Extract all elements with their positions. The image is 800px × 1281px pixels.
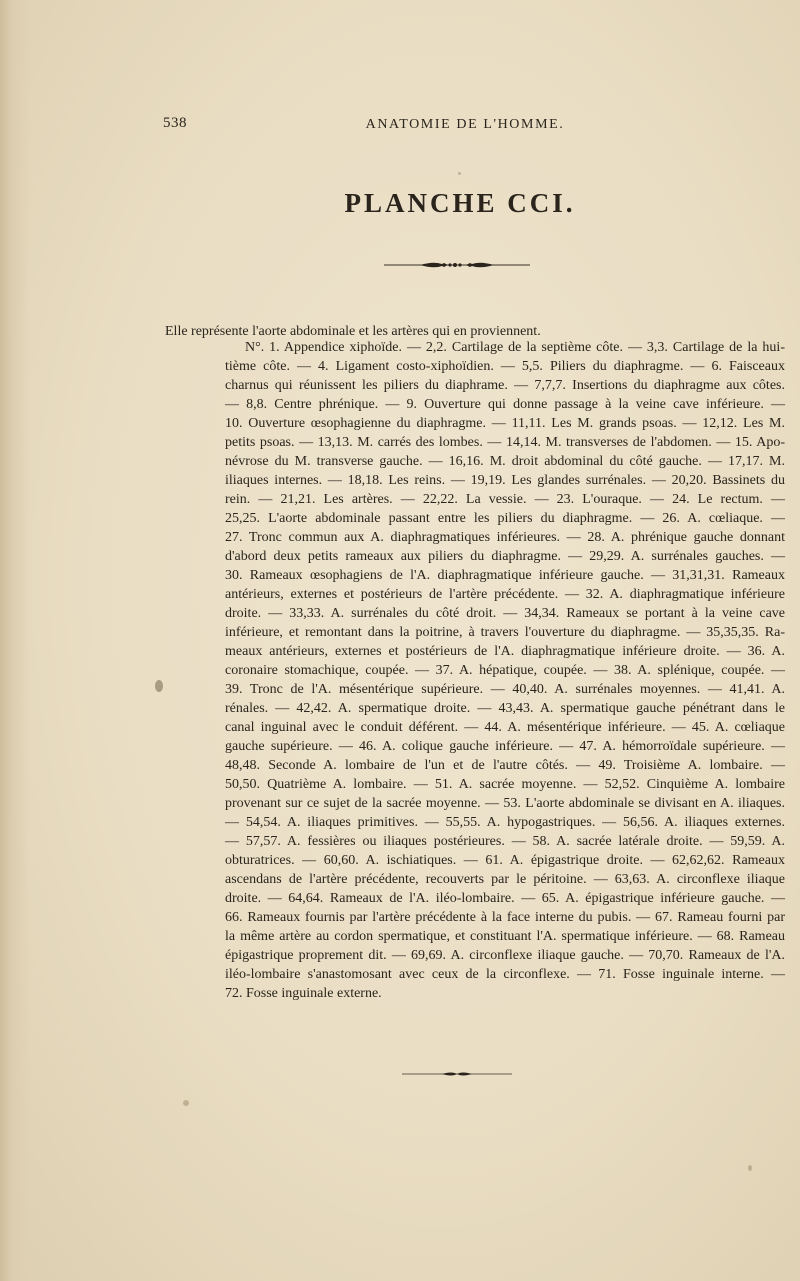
legend-line: charnus qui réunissent les piliers du diaphrame. — 7,7,7. Insertions du diaphragme aux côtes.: [225, 378, 785, 393]
legend-line: canal inguinal avec le conduit déférent. — 44. A. mésentérique inférieure. — 45. A. cœliaque: [225, 720, 785, 735]
legend-line: 27. Tronc commun aux A. diaphragmatiques inférieures. — 28. A. phrénique gauche donnant: [225, 530, 785, 545]
legend-line: d'abord deux petits rameaux aux piliers du diaphragme. — 29,29. A. surrénales gauches. —: [225, 549, 785, 564]
legend-line: — 54,54. A. iliaques primitives. — 55,55. A. hypogastriques. — 56,56. A. iliaques externes.: [225, 815, 785, 830]
legend-line: iliaques internes. — 18,18. Les reins. — 19,19. Les glandes surrénales. — 20,20. Bassinets du: [225, 473, 785, 488]
legend-line: la même artère au cordon spermatique, et constituant l'A. spermatique inférieure. — 68. Rameau: [225, 929, 785, 944]
plate-intro: Elle représente l'aorte abdominale et les artères qui en proviennent.: [165, 324, 541, 339]
legend-line: ascendans de l'artère précédente, recouverts par le péritoine. — 63,63. A. circonflexe iliaque: [225, 872, 785, 887]
title-ornament-rule: [384, 260, 530, 270]
legend-line: gauche supérieure. — 46. A. colique gauche inférieure. — 47. A. hémorroïdale supérieure. —: [225, 739, 785, 754]
legend-line: — 8,8. Centre phrénique. — 9. Ouverture qui donne passage à la veine cave inférieure. —: [225, 397, 785, 412]
paper-spot: [458, 172, 461, 175]
legend-line: 25,25. L'aorte abdominale passant entre les piliers du diaphragme. — 26. A. cœliaque. —: [225, 511, 785, 526]
legend-line: tième côte. — 4. Ligament costo-xiphoïdien. — 5,5. Piliers du diaphragme. — 6. Faisceaux: [225, 359, 785, 374]
legend-line: 48,48. Seconde A. lombaire de l'un et de l'autre côtés. — 49. Troisième A. lombaire. —: [225, 758, 785, 773]
paper-spot: [155, 680, 163, 692]
page-number: 538: [163, 115, 187, 131]
legend-line: 39. Tronc de l'A. mésentérique supérieure. — 40,40. A. surrénales moyennes. — 41,41. A.: [225, 682, 785, 697]
paper-spot: [748, 1165, 752, 1171]
legend-line: 50,50. Quatrième A. lombaire. — 51. A. sacrée moyenne. — 52,52. Cinquième A. lombaire: [225, 777, 785, 792]
legend-line: — 57,57. A. fessières ou iliaques postérieures. — 58. A. sacrée latérale droite. — 59,59. A.: [225, 834, 785, 849]
legend-line: 10. Ouverture œsophagienne du diaphragme. — 11,11. Les M. grands psoas. — 12,12. Les M.: [225, 416, 785, 431]
legend-line: 66. Rameaux fournis par l'artère précédente à la face interne du pubis. — 67. Rameau fourni par: [225, 910, 785, 925]
legend-line: droite. — 33,33. A. surrénales du côté droit. — 34,34. Rameaux se portant à la veine cave: [225, 606, 785, 621]
legend-line: inférieure, et remontant dans la poitrine, à travers l'ouverture du diaphragme. — 35,35,35. Ra-: [225, 625, 785, 640]
legend-line: épigastrique proprement dit. — 69,69. A. circonflexe iliaque gauche. — 70,70. Rameaux de l'A.: [225, 948, 785, 963]
plate-legend: [225, 338, 785, 1003]
legend-line: petits psoas. — 13,13. M. carrés des lombes. — 14,14. M. transverses de l'abdomen. — 15. Apo-: [225, 435, 785, 450]
legend-line: antérieurs, externes et postérieurs de l'artère précédente. — 32. A. diaphragmatique inférieure: [225, 587, 785, 602]
closing-ornament-rule: [402, 1070, 512, 1078]
plate-title: PLANCHE CCI.: [344, 188, 576, 218]
running-head: ANATOMIE DE L'HOMME.: [365, 117, 565, 132]
legend-line: meaux antérieurs, externes et postérieurs de l'A. diaphragmatique inférieure droite. — 36. A.: [225, 644, 785, 659]
paper-spot: [183, 1100, 189, 1106]
legend-line: N°. 1. Appendice xiphoïde. — 2,2. Cartilage de la septième côte. — 3,3. Cartilage de la hui-: [245, 340, 785, 355]
legend-line: coronaire stomachique, coupée. — 37. A. hépatique, coupée. — 38. A. splénique, coupée. —: [225, 663, 785, 678]
page-edge-shadow: [0, 0, 30, 1281]
legend-line: droite. — 64,64. Rameaux de l'A. iléo-lombaire. — 65. A. épigastrique inférieure gauche. —: [225, 891, 785, 906]
legend-line: provenant sur ce sujet de la sacrée moyenne. — 53. L'aorte abdominale se divisant en A. iliaques.: [225, 796, 785, 811]
legend-line: iléo-lombaire s'anastomosant avec ceux de la circonflexe. — 71. Fosse inguinale interne. —: [225, 967, 785, 982]
legend-line: 72. Fosse inguinale externe.: [225, 986, 382, 1001]
legend-line: 30. Rameaux œsophagiens de l'A. diaphragmatique inférieure gauche. — 31,31,31. Rameaux: [225, 568, 785, 583]
legend-line: névrose du M. transverse gauche. — 16,16. M. droit abdominal du côté gauche. — 17,17. M.: [225, 454, 785, 469]
legend-line: rénales. — 42,42. A. spermatique droite. — 43,43. A. spermatique gauche pénétrant dans le: [225, 701, 785, 716]
legend-line: obturatrices. — 60,60. A. ischiatiques. — 61. A. épigastrique droite. — 62,62,62. Rameaux: [225, 853, 785, 868]
legend-line: rein. — 21,21. Les artères. — 22,22. La vessie. — 23. L'ouraque. — 24. Le rectum. —: [225, 492, 785, 507]
